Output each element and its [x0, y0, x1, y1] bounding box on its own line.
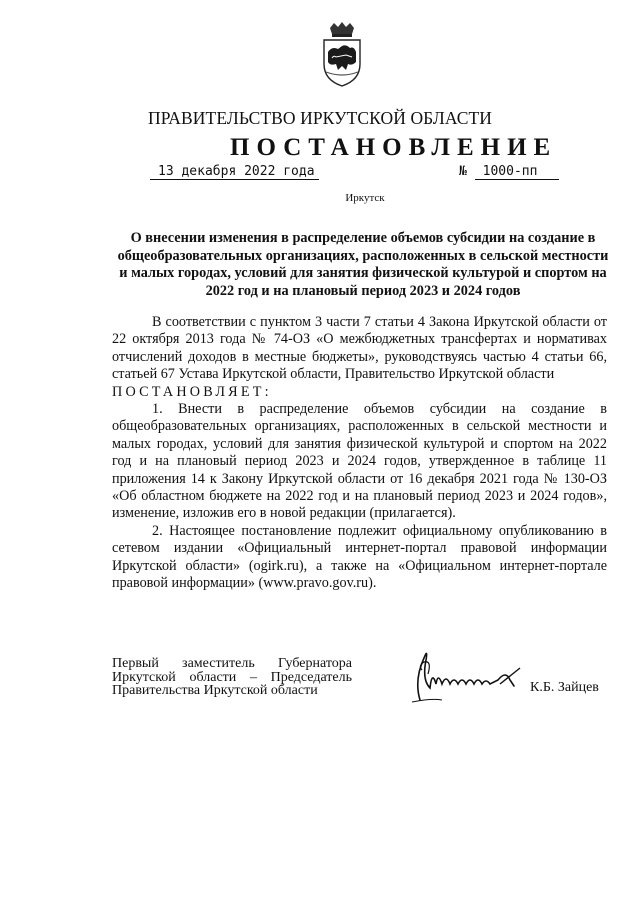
item-1-paragraph: 1. Внести в распределение объемов субсидии на создание в общеобразовательных организациях, расположенных в сельской местности и малых городах, условий для занятия физической культурой и спортом на 2022 год и на плановый период 2023 и 2024 годов, утвержденное в таблице 11 приложения 14 к Закону Иркутской области от 16 декабря 2021 года № 130-ОЗ «Об областном бюджете на 2022 год и на плановый период 2023 и 2024 годов», изменение, изложив его в новой редакции (прилагается).: [112, 401, 607, 522]
resolves-heading: ПОСТАНОВЛЯЕТ:: [112, 383, 272, 400]
document-number-block: [459, 164, 559, 180]
document-number: 1000-пп: [475, 164, 560, 180]
signatory-position: [112, 657, 352, 698]
position-line-2: Иркутской области – Председатель: [112, 669, 352, 685]
document-body: [112, 314, 607, 593]
city: Иркутск: [345, 192, 385, 204]
number-prefix: №: [459, 164, 467, 179]
document-date: 13 декабря 2022 года: [150, 164, 319, 180]
coat-of-arms-icon: [322, 22, 362, 88]
preamble-paragraph: В соответствии с пунктом 3 части 7 статьи 4 Закона Иркутской области от 22 октября 2013 года № 74-ОЗ «О межбюджетных трансфертах и нормативах отчислений доходов в местные бюджеты», руководствуясь частью 4 статьи 66, статьей 67 Устава Иркутской области, Правительство Иркутской области: [112, 314, 607, 383]
document-title: О внесении изменения в распределение объемов субсидии на создание в общеобразовательных организациях, расположенных в сельской местности и малых городах, условий для занятия физической культурой и спортом на 2022 год и на плановый период 2023 и 2024 годов: [117, 230, 609, 299]
item-2-paragraph: 2. Настоящее постановление подлежит официальному опубликованию в сетевом издании «Официальный интернет-портал правовой информации Иркутской области» (ogirk.ru), а также на «Официальном интернет-портале правовой информации» (www.pravo.gov.ru).: [112, 522, 607, 592]
position-line-1: Первый заместитель Губернатора: [112, 656, 352, 671]
position-line-3: Правительства Иркутской области: [112, 683, 318, 698]
handwritten-signature-icon: [402, 640, 532, 710]
organization-name: ПРАВИТЕЛЬСТВО ИРКУТСКОЙ ОБЛАСТИ: [147, 108, 493, 128]
signatory-name: К.Б. Зайцев: [530, 680, 599, 695]
document-type: ПОСТАНОВЛЕНИЕ: [230, 134, 558, 161]
